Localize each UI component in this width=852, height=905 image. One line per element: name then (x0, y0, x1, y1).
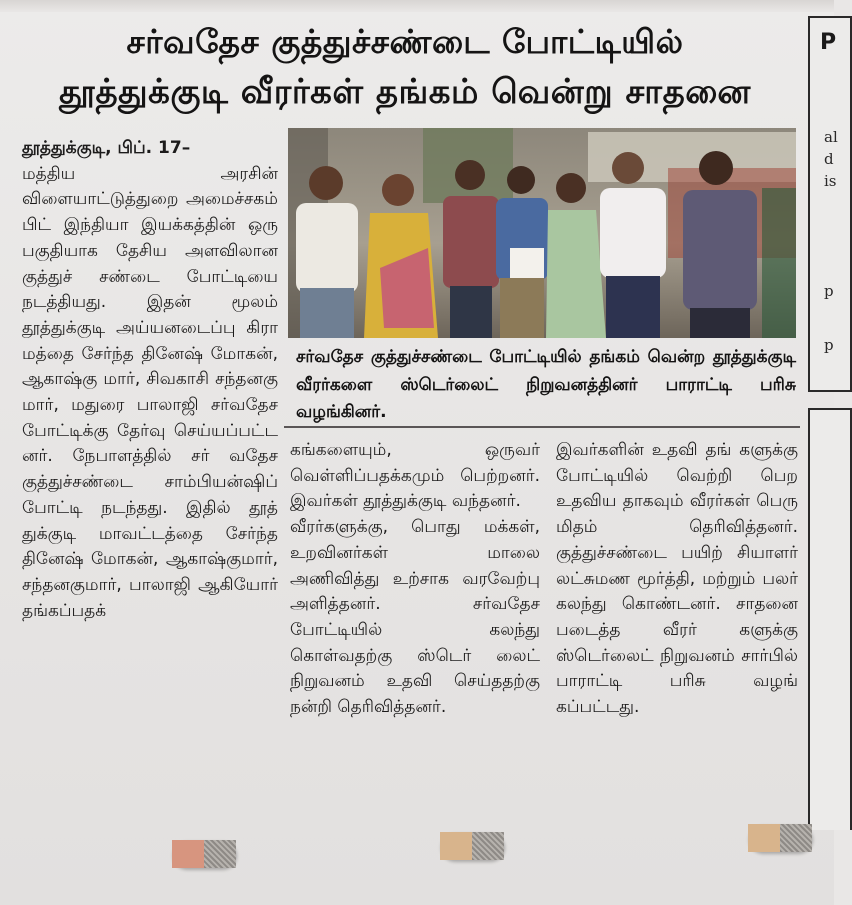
photo-caption: சர்வதேச குத்துச்சண்டை போட்டியில் தங்கம் வென்ற தூத்துக்குடி வீரர்களை ஸ்டெர்லைட் நிறுவனத்தினர் பாராட்டி பரிசு வழங்கினர். (296, 347, 796, 422)
news-photo-illustration (288, 128, 796, 338)
adjacent-text-fragment: d (824, 150, 834, 168)
headline-line-2: தூத்துக்குடி வீரர்கள் தங்கம் வென்று சாதனை (59, 72, 751, 112)
adjacent-article-letter: P (820, 30, 837, 55)
article-column-1-text: மத்திய அரசின் விளையாட்டுத்துறை அமைச்சகம் பிட் இந்தியா இயக்கத்தின் ஒரு பகுதியாக தேசிய அளவிலான குத்துச் சண்டை போட்டியை நடத்தியது. இதன் மூலம் தூத்துக்குடி அய்யனடைப்பு கிரா மத்தை சேர்ந்த தினேஷ் மோகன், ஆகாஷ்கு மார், சிவகாசி சந்தனகு மார், மதுரை பாலாஜி சர்வதேச போட்டிக்கு தேர்வு செய்யப்பட்ட னர். நேபாளத்தில் சர் வதேச குத்துச்சண்டை சாம்பியன்ஷிப் போட்டி நடந்தது. இதில் தூத் துக்குடி மாவட்டத்தை சேர்ந்த தினேஷ் மோகன், ஆகாஷ்குமார், சந்தனகுமார், பாலாஜி ஆகியோர் தங்கப்பதக் (22, 163, 278, 621)
pin-decoration (748, 824, 812, 852)
page-top-edge (0, 0, 834, 12)
headline-line-1: சர்வதேச குத்துச்சண்டை போட்டியில் (126, 22, 684, 61)
adjacent-text-fragment: al (824, 128, 838, 146)
adjacent-text-fragment: p (824, 282, 834, 300)
adjacent-text-fragment: p (824, 336, 834, 354)
adjacent-article-box (808, 16, 852, 392)
pin-decoration (172, 840, 236, 868)
pin-decoration (440, 832, 504, 860)
adjacent-text-fragment: is (824, 172, 837, 190)
article-column-1 (22, 136, 278, 624)
article-column-2: கங்களையும், ஒருவர் வெள்ளிப்பதக்கமும் பெற்றனர். இவர்கள் தூத்துக்குடி வந்தனர். வீரர்களுக்கு, பொது மக்கள், உறவினர்கள் மாலை அணிவித்து உற்சாக வரவேற்பு அளித்தனர். சர்வதேச போட்டியில் கலந்து கொள்வதற்கு ஸ்டெர் லைட் நிறுவனம் உதவி செய்ததற்கு நன்றி தெரிவித்தனர். (290, 440, 540, 718)
dateline: தூத்துக்குடி, பிப். 17– (22, 138, 191, 158)
adjacent-article-box-2 (808, 408, 852, 830)
article-column-3: இவர்களின் உதவி தங் களுக்கு போட்டியில் வெற்றி பெற உதவிய தாகவும் வீரர்கள் பெரு மிதம் தெரிவித்தனர். குத்துச்சண்டை பயிற் சியாளர் லட்சுமண மூர்த்தி, மற்றும் பலர் கலந்து கொண்டனர். சாதனை படைத்த வீரர் களுக்கு ஸ்டெர்லைட் நிறுவனம் சார்பில் பாராட்டி பரிசு வழங் கப்பட்டது. (556, 440, 798, 718)
news-photo (288, 128, 796, 338)
caption-divider (284, 426, 800, 428)
